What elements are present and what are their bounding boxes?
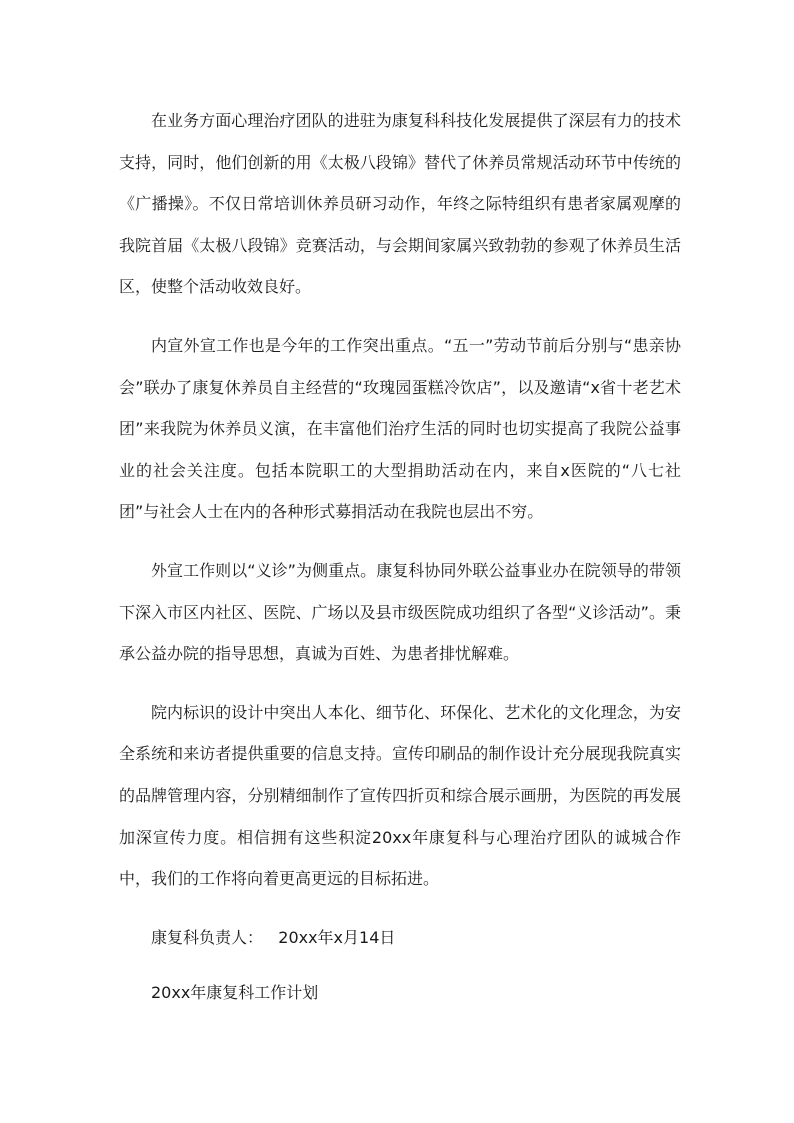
- signature-line: 康复科负责人： 20xx年x月14日: [151, 927, 396, 947]
- paragraph-free-clinic: 外宣工作则以“义诊”为侧重点。康复科协同外联公益事业办在院领导的带领下深入市区内社区、医院、广场以及县市级医院成功组织了各型“义诊活动”。秉承公益办院的指导思想，真诚为百姓、为患者排忧解难。: [119, 560, 681, 664]
- paragraph-publicity-work: 内宣外宣工作也是今年的工作突出重点。“五一”劳动节前后分别与“患亲协会”联办了康复休养员自主经营的“玫瑰园蛋糕冷饮店”，以及邀请“x省十老艺术团”来我院为休养员义演，在丰富他们治疗生活的同时也切实提高了我院公益事业的社会关注度。包括本院职工的大型捐助活动在内，来自x医院的“八七社团”与社会人士在内的各种形式募捐活动在我院也层出不穷。: [119, 335, 681, 522]
- document-page: [119, 100, 681, 1014]
- paragraph-business-support: 在业务方面心理治疗团队的进驻为康复科科技化发展提供了深层有力的技术支持，同时，他们创新的用《太极八段锦》替代了休养员常规活动环节中传统的《广播操》。不仅日常培训休养员研习动作，年终之际特组织有患者家属观摩的我院首届《太极八段锦》竞赛活动，与会期间家属兴致勃勃的参观了休养员生活区，使整个活动收效良好。: [119, 111, 681, 297]
- next-section-title: 20xx年康复科工作计划: [151, 983, 319, 1003]
- paragraph-signage-design: 院内标识的设计中突出人本化、细节化、环保化、艺术化的文化理念，为安全系统和来访者提供重要的信息支持。宣传印刷品的制作设计充分展现我院真实的品牌管理内容，分别精细制作了宣传四折页和综合展示画册，为医院的再发展加深宣传力度。相信拥有这些积淀20xx年康复科与心理治疗团队的诚城合作中，我们的工作将向着更高更远的目标拓进。: [119, 702, 681, 889]
